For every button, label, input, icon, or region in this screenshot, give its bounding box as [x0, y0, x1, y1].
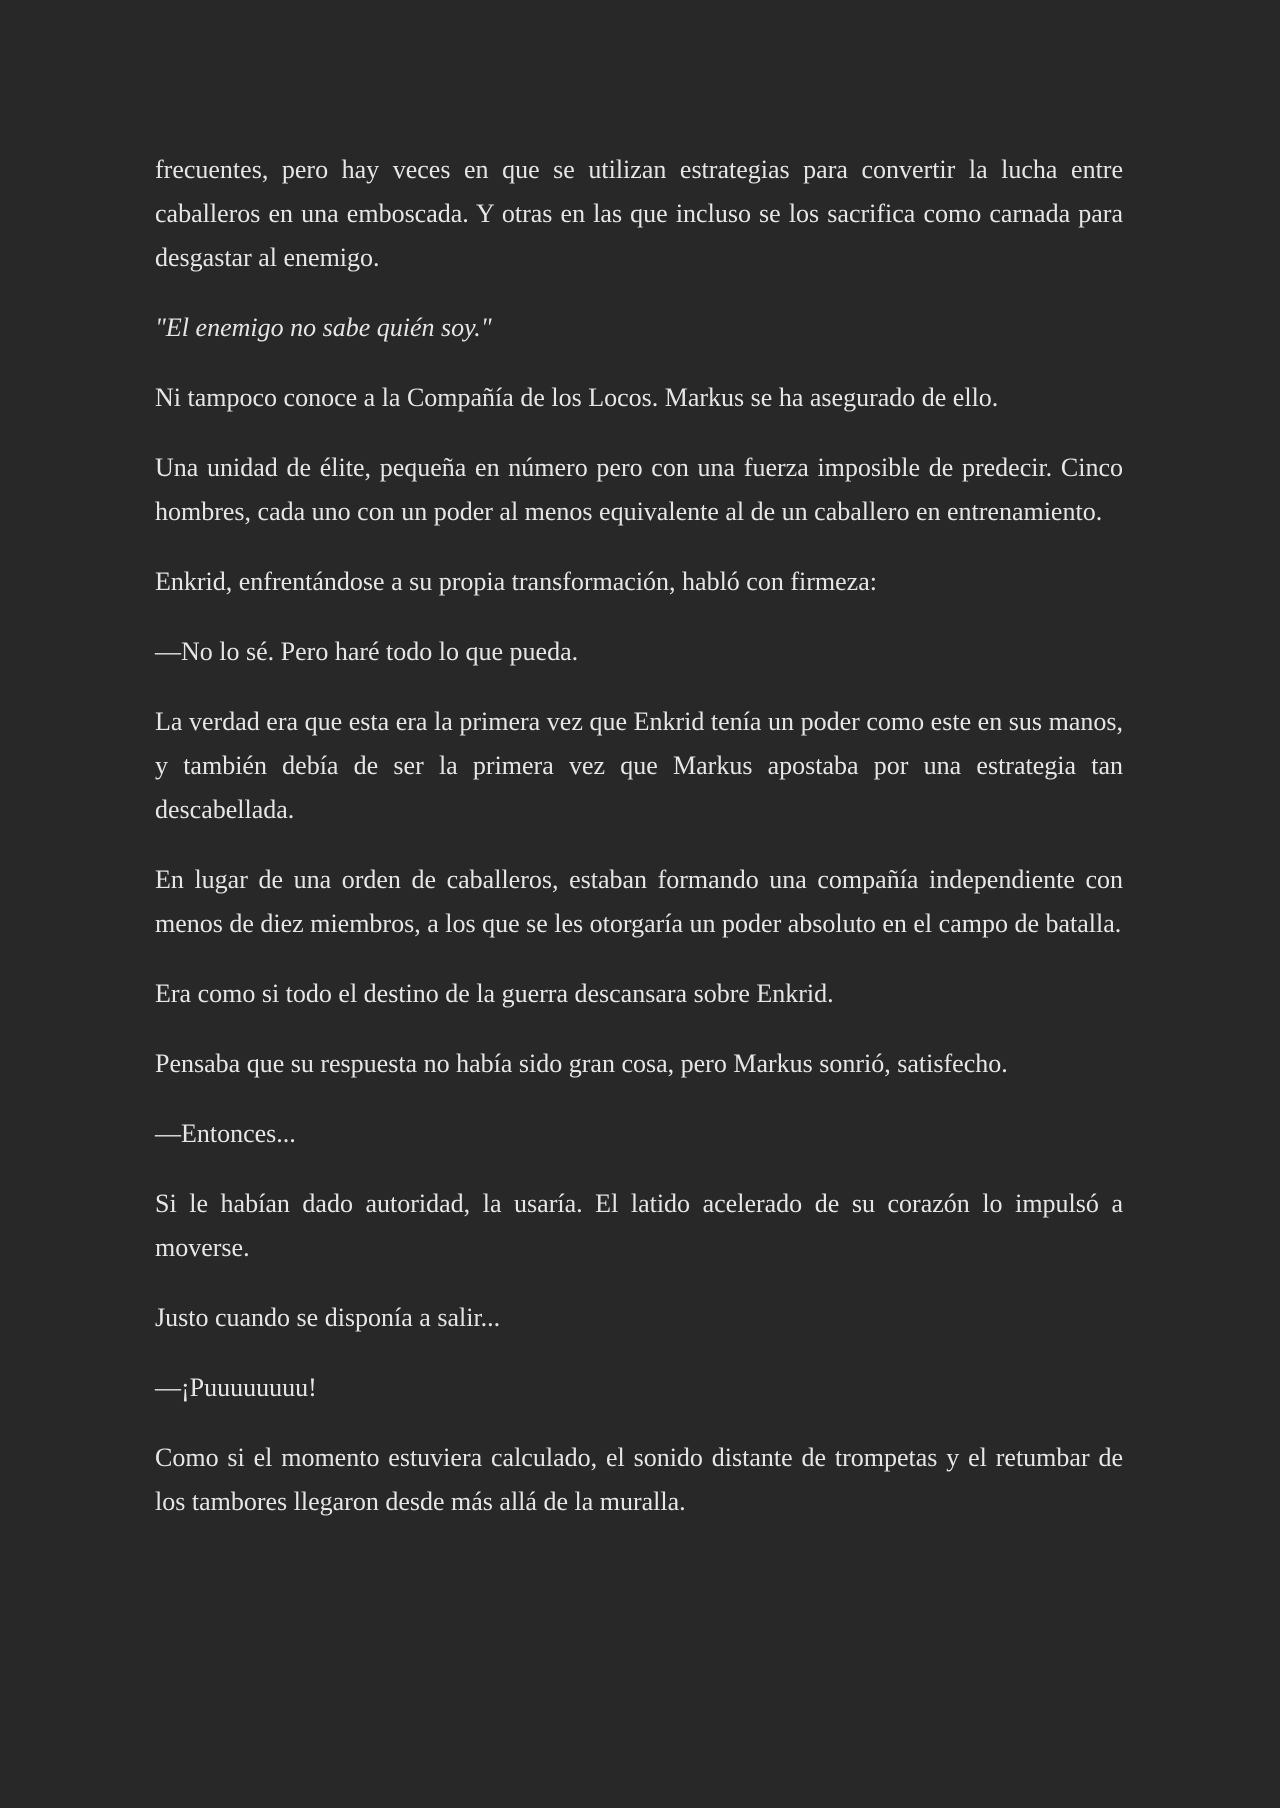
paragraph: Enkrid, enfrentándose a su propia transformación, habló con firmeza:: [155, 567, 877, 596]
document-body: [155, 148, 1123, 1550]
paragraph: Si le habían dado autoridad, la usaría. El latido acelerado de su corazón lo impulsó a moverse.: [155, 1189, 1123, 1262]
paragraph: Pensaba que su respuesta no había sido gran cosa, pero Markus sonrió, satisfecho.: [155, 1049, 1008, 1078]
paragraph: La verdad era que esta era la primera vez que Enkrid tenía un poder como este en sus manos, y también debía de ser la primera vez que Markus apostaba por una estrategia tan descabellada.: [155, 707, 1123, 824]
paragraph: Una unidad de élite, pequeña en número pero con una fuerza imposible de predecir. Cinco hombres, cada uno con un poder al menos equivalente al de un caballero en entrenamiento.: [155, 453, 1123, 526]
paragraph: frecuentes, pero hay veces en que se utilizan estrategias para convertir la lucha entre caballeros en una emboscada. Y otras en las que incluso se los sacrifica como carnada para desgastar al enemigo.: [155, 155, 1123, 272]
paragraph: Ni tampoco conoce a la Compañía de los Locos. Markus se ha asegurado de ello.: [155, 383, 999, 412]
italic-thought-paragraph: "El enemigo no sabe quién soy.": [155, 313, 492, 342]
paragraph: En lugar de una orden de caballeros, estaban formando una compañía independiente con menos de diez miembros, a los que se les otorgaría un poder absoluto en el campo de batalla.: [155, 865, 1123, 938]
dialogue-paragraph: —No lo sé. Pero haré todo lo que pueda.: [155, 637, 579, 666]
paragraph: Era como si todo el destino de la guerra descansara sobre Enkrid.: [155, 979, 834, 1008]
dialogue-paragraph: —¡Puuuuuuuu!: [155, 1373, 317, 1402]
dialogue-paragraph: —Entonces...: [155, 1119, 296, 1148]
paragraph: Como si el momento estuviera calculado, el sonido distante de trompetas y el retumbar de los tambores llegaron desde más allá de la muralla.: [155, 1443, 1123, 1516]
paragraph: Justo cuando se disponía a salir...: [155, 1303, 501, 1332]
